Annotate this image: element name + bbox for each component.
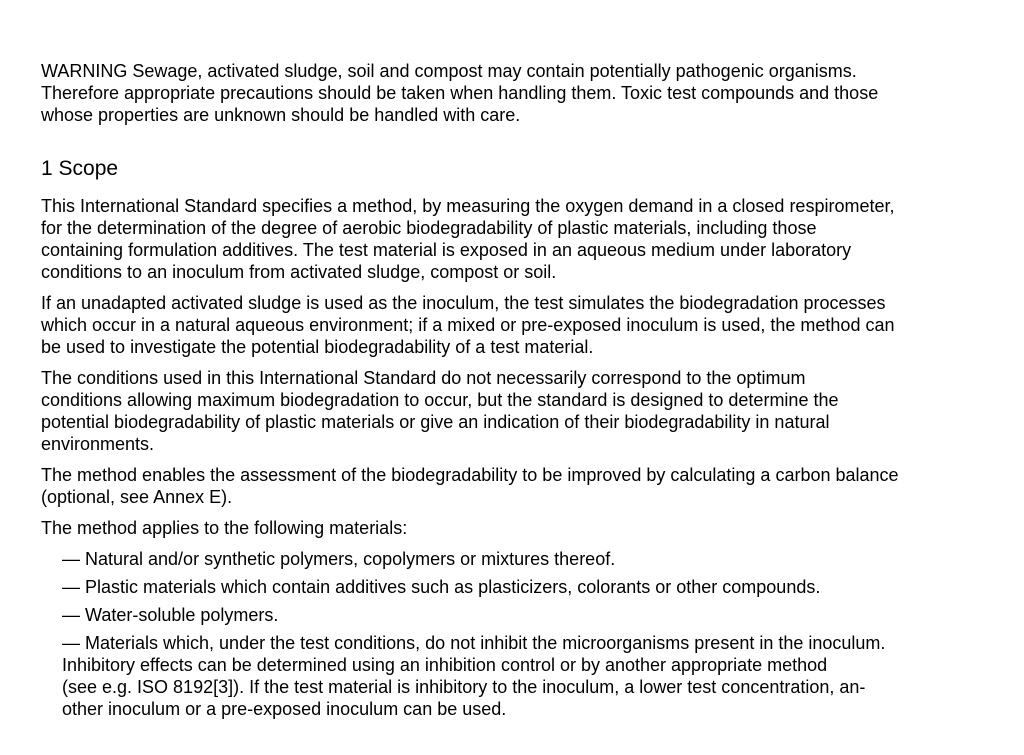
- materials-list: [41, 548, 986, 720]
- scope-paragraph: If an unadapted activated sludge is used as the inoculum, the test simulates the biodegradation processes which occur in a natural aqueous environment; if a mixed or pre-exposed inoculum is used, the method can be used to investigate the potential biodegradability of a test material.: [41, 293, 895, 357]
- scope-paragraph: This International Standard specifies a method, by measuring the oxygen demand in a closed respirometer, for the determination of the degree of aerobic biodegradability of plastic materials, including those containing formulation additives. The test material is exposed in an aqueous medium under laboratory conditions to an inoculum from activated sludge, compost or soil.: [41, 196, 895, 282]
- warning-note: WARNING Sewage, activated sludge, soil and compost may contain potentially pathogenic organisms. Therefore appropriate precautions should be taken when handling them. Toxic test compounds and those whose properties are unknown should be handled with care.: [41, 61, 879, 125]
- list-item: — Materials which, under the test conditions, do not inhibit the microorganisms present in the inoculum. Inhibitory effects can be determined using an inhibition control or by another appropriate method (see e.g. ISO 8192[3]). If the test material is inhibitory to the inoculum, a lower test concentration, an- other inoculum or a pre-exposed inoculum can be used.: [62, 633, 886, 719]
- list-item: — Plastic materials which contain additives such as plasticizers, colorants or other compounds.: [62, 577, 821, 597]
- materials-intro: The method applies to the following materials:: [41, 518, 408, 538]
- scope-paragraph: The conditions used in this International Standard do not necessarily correspond to the optimum conditions allowing maximum biodegradation to occur, but the standard is designed to determine the potential biodegradability of plastic materials or give an indication of their biodegradability in natural environments.: [41, 368, 839, 454]
- list-item: — Natural and/or synthetic polymers, copolymers or mixtures thereof.: [62, 549, 616, 569]
- scope-paragraph: The method enables the assessment of the biodegradability to be improved by calculating a carbon balance (optional, see Annex E).: [41, 465, 899, 507]
- list-item: — Water-soluble polymers.: [62, 605, 279, 625]
- section-heading: 1 Scope: [41, 157, 119, 180]
- document-page: [41, 60, 986, 726]
